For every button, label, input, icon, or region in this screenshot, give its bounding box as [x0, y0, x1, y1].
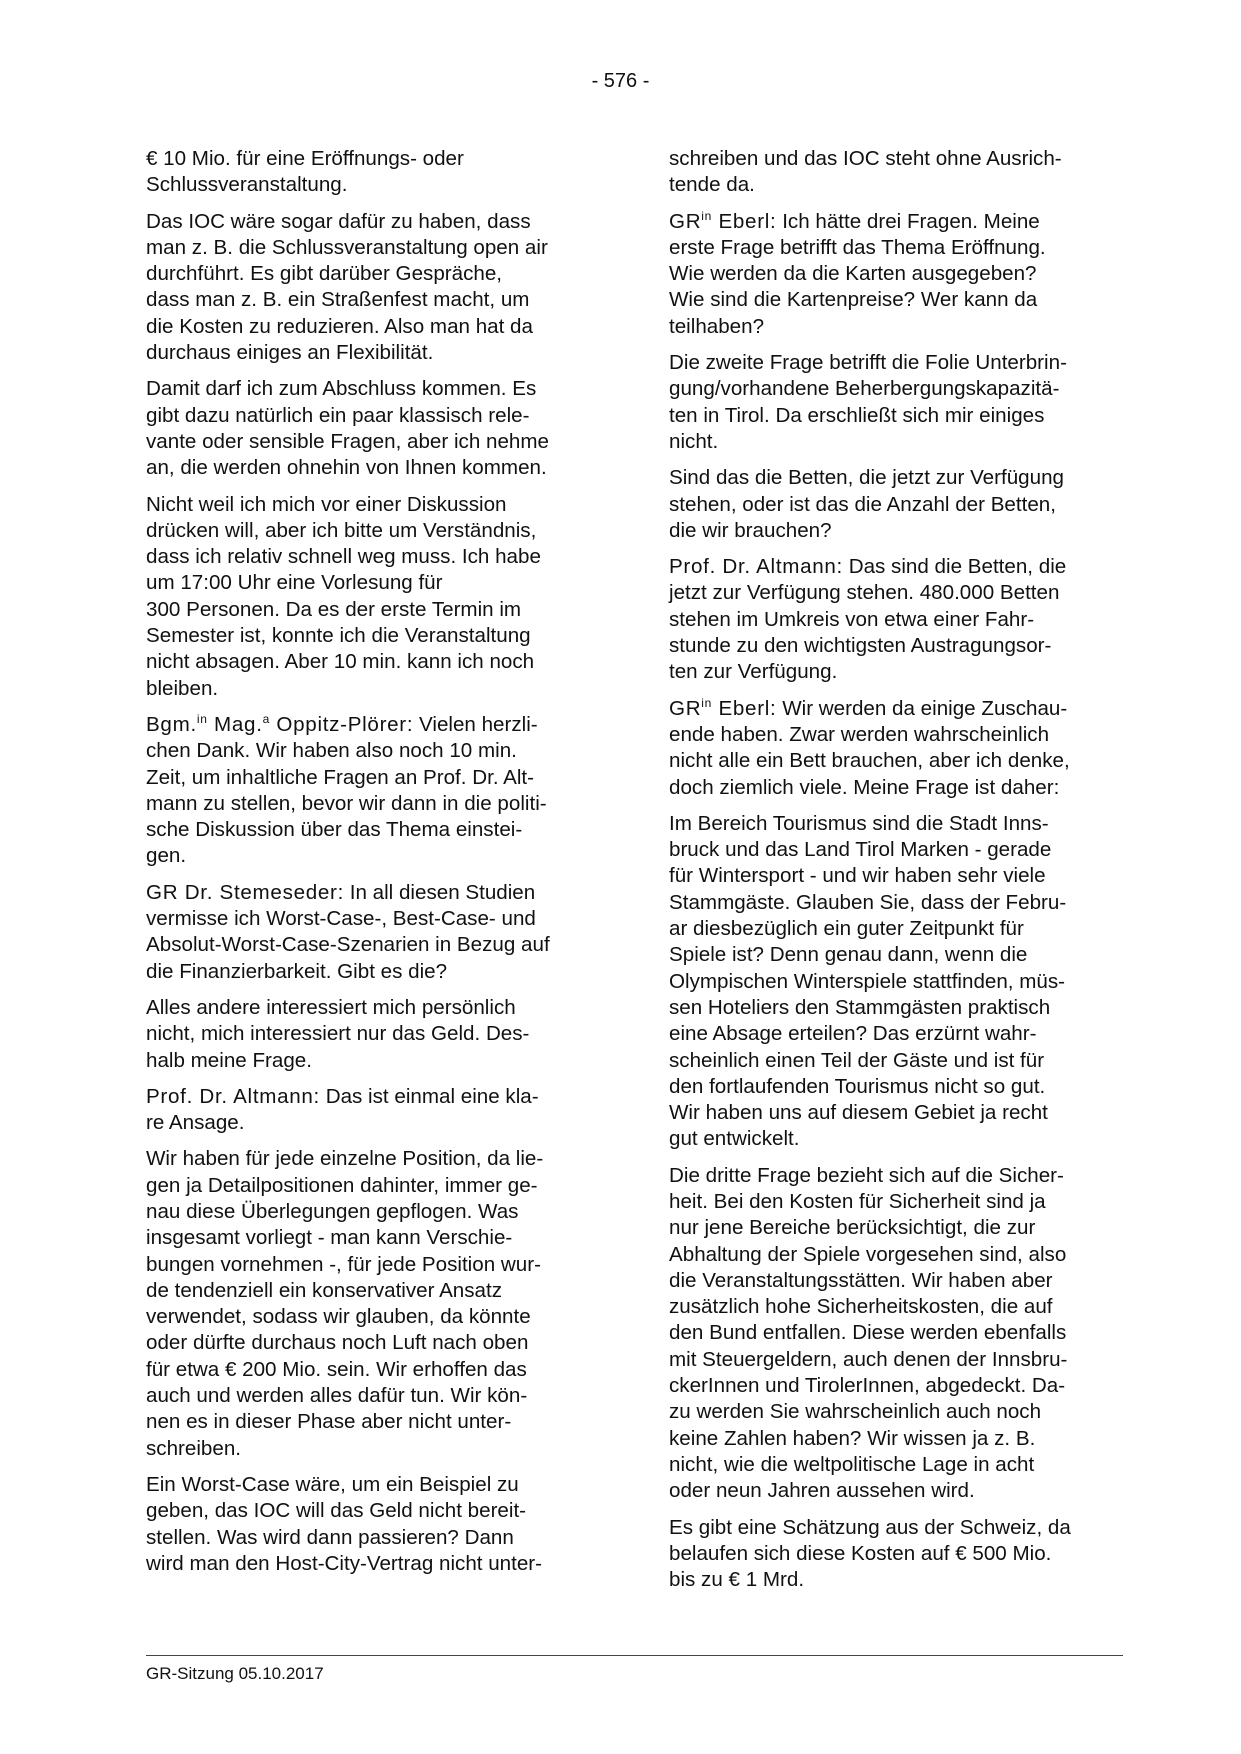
paragraph: € 10 Mio. für eine Eröffnungs- oder Schlussveranstaltung. [146, 147, 464, 197]
right-column [669, 146, 1121, 1603]
paragraph: Wir haben für jede einzelne Position, da lie- gen ja Detailpositionen dahinter, immer ge- nau diese Überlegungen gepflogen. Was insgesamt vorliegt - man kann Verschie- bungen vornehmen -, für jede Position wur- de tendenziell ein konservativer Ansatz verwendet, sodass wir glauben, da könnte oder dürfte durchaus noch Luft nach oben für etwa € 200 Mio. sein. Wir erhoffen das auch und werden alles dafür tun. Wir kön- nen es in dieser Phase aber nicht unter- schreiben. [146, 1147, 544, 1460]
speaker-paragraph: Prof. Dr. Altmann: Das ist einmal eine kla- re Ansage. [146, 1084, 539, 1135]
speaker-name: Prof. Dr. Altmann: [669, 555, 843, 579]
speaker-name: $GR^{in}$ Eberl: [669, 695, 777, 720]
speaker-name: Bgm.$^{in}$ Mag.$^a$ Oppitz-Plörer: [146, 712, 414, 736]
speaker-name: GR Dr. Stemeseder: [146, 880, 345, 904]
paragraph: schreiben und das IOC steht ohne Ausrich- tende da. [669, 147, 1062, 197]
speaker-name: $GR^{in}$ Eberl: [669, 208, 777, 233]
paragraph: Ein Worst-Case wäre, um ein Beispiel zu geben, das IOC will das Geld nicht bereit- stellen. Was wird dann passieren? Dann wird man den Host-City-Vertrag nicht unter- [146, 1472, 543, 1575]
paragraph: Alles andere interessiert mich persönlich nicht, mich interessiert nur das Geld. Des- halb meine Frage. [146, 995, 530, 1072]
footer-session-date: GR-Sitzung 05.10.2017 [146, 1664, 324, 1683]
paragraph: Nicht weil ich mich vor einer Diskussion drücken will, aber ich bitte um Verständnis, dass ich relativ schnell weg muss. Ich habe um 17:00 Uhr eine Vorlesung für 300 Personen. Da es der erste Termin im Semester ist, konnte ich die Veranstaltung nicht absagen. Aber 10 min. kann ich noch bleiben. [146, 492, 541, 700]
paragraph: Im Bereich Tourismus sind die Stadt Inns- bruck und das Land Tirol Marken - gerade für Wintersport - und wir haben sehr viele Stammgäste. Glauben Sie, dass der Febru- ar diesbezüglich ein guter Zeitpunkt für Spiele ist? Denn genau dann, wenn die Olympischen Winterspiele stattfinden, müs- sen Hoteliers den Stammgästen praktisch eine Absage erteilen? Das erzürnt wahr- scheinlich einen Teil der Gäste und ist für den fortlaufenden Tourismus nicht so gut. Wir haben uns auf diesem Gebiet ja recht gut entwickelt. [669, 811, 1067, 1151]
left-column [146, 146, 598, 1587]
paragraph: Das IOC wäre sogar dafür zu haben, dass man z. B. die Schlussveranstaltung open air durchführt. Es gibt darüber Gespräche, dass man z. B. ein Straßenfest macht, um die Kosten zu reduzieren. Also man hat da durchaus einiges an Flexibilität. [146, 209, 548, 365]
paragraph: Die zweite Frage betrifft die Folie Unterbrin- gung/vorhandene Beherbergungskapazitä- ten in Tirol. Da erschließt sich mir einiges nicht. [669, 351, 1067, 453]
paragraph: Es gibt eine Schätzung aus der Schweiz, da belaufen sich diese Kosten auf € 500 Mio. bis zu € 1 Mrd. [669, 1515, 1071, 1592]
speaker-paragraph: Bgm.$^{in}$ Mag.$^a$ Oppitz-Plörer: Vielen herzli- chen Dank. Wir haben also noch 10 min. Zeit, um inhaltliche Fragen an Prof. Dr. Alt- mann zu stellen, bevor wir dann in die politi- sche Diskussion über das Thema einstei- gen. [146, 712, 547, 868]
paragraph: Die dritte Frage bezieht sich auf die Sicher- heit. Bei den Kosten für Sicherheit sind ja nur jene Bereiche berücksichtigt, die zur Abhaltung der Spiele vorgesehen sind, also die Veranstaltungsstätten. Wir haben aber zusätzlich hohe Sicherheitskosten, die auf den Bund entfallen. Diese werden ebenfalls mit Steuergeldern, auch denen der Innsbru- ckerInnen und TirolerInnen, abgedeckt. Da- zu werden Sie wahrscheinlich auch noch keine Zahlen haben? Wir wissen ja z. B. nicht, wie die weltpolitische Lage in acht oder neun Jahren aussehen wird. [669, 1163, 1068, 1503]
paragraph: Damit darf ich zum Abschluss kommen. Es gibt dazu natürlich ein paar klassisch rele- vante oder sensible Fragen, aber ich nehme an, die werden ohnehin von Ihnen kommen. [146, 377, 549, 480]
paragraph: Sind das die Betten, die jetzt zur Verfügung stehen, oder ist das die Anzahl der Betten, die wir brauchen? [669, 466, 1064, 542]
speaker-name: Prof. Dr. Altmann: [146, 1084, 320, 1108]
speaker-paragraph: GR Dr. Stemeseder: In all diesen Studien vermisse ich Worst-Case-, Best-Case- und Absolut-Worst-Case-Szenarien in Bezug auf die Finanzierbarkeit. Gibt es die? [146, 880, 550, 983]
footer-divider [146, 1655, 1123, 1656]
speaker-paragraph: $GR^{in}$ Eberl: Wir werden da einige Zuschau- ende haben. Zwar werden wahrscheinlich nicht alle ein Bett brauchen, aber ich denke, doch ziemlich viele. Meine Frage ist daher: [669, 695, 1070, 799]
page-number: - 576 - [591, 70, 650, 92]
speaker-paragraph: Prof. Dr. Altmann: Das sind die Betten, die jetzt zur Verfügung stehen. 480.000 Betten stehen im Umkreis von etwa einer Fahr- stunde zu den wichtigsten Austragungsor- ten zur Verfügung. [669, 555, 1067, 684]
speaker-paragraph: $GR^{in}$ Eberl: Ich hätte drei Fragen. Meine erste Frage betrifft das Thema Eröffnung. Wie werden da die Karten ausgegeben? Wie sind die Kartenpreise? Wer kann da teilhaben? [669, 208, 1046, 338]
